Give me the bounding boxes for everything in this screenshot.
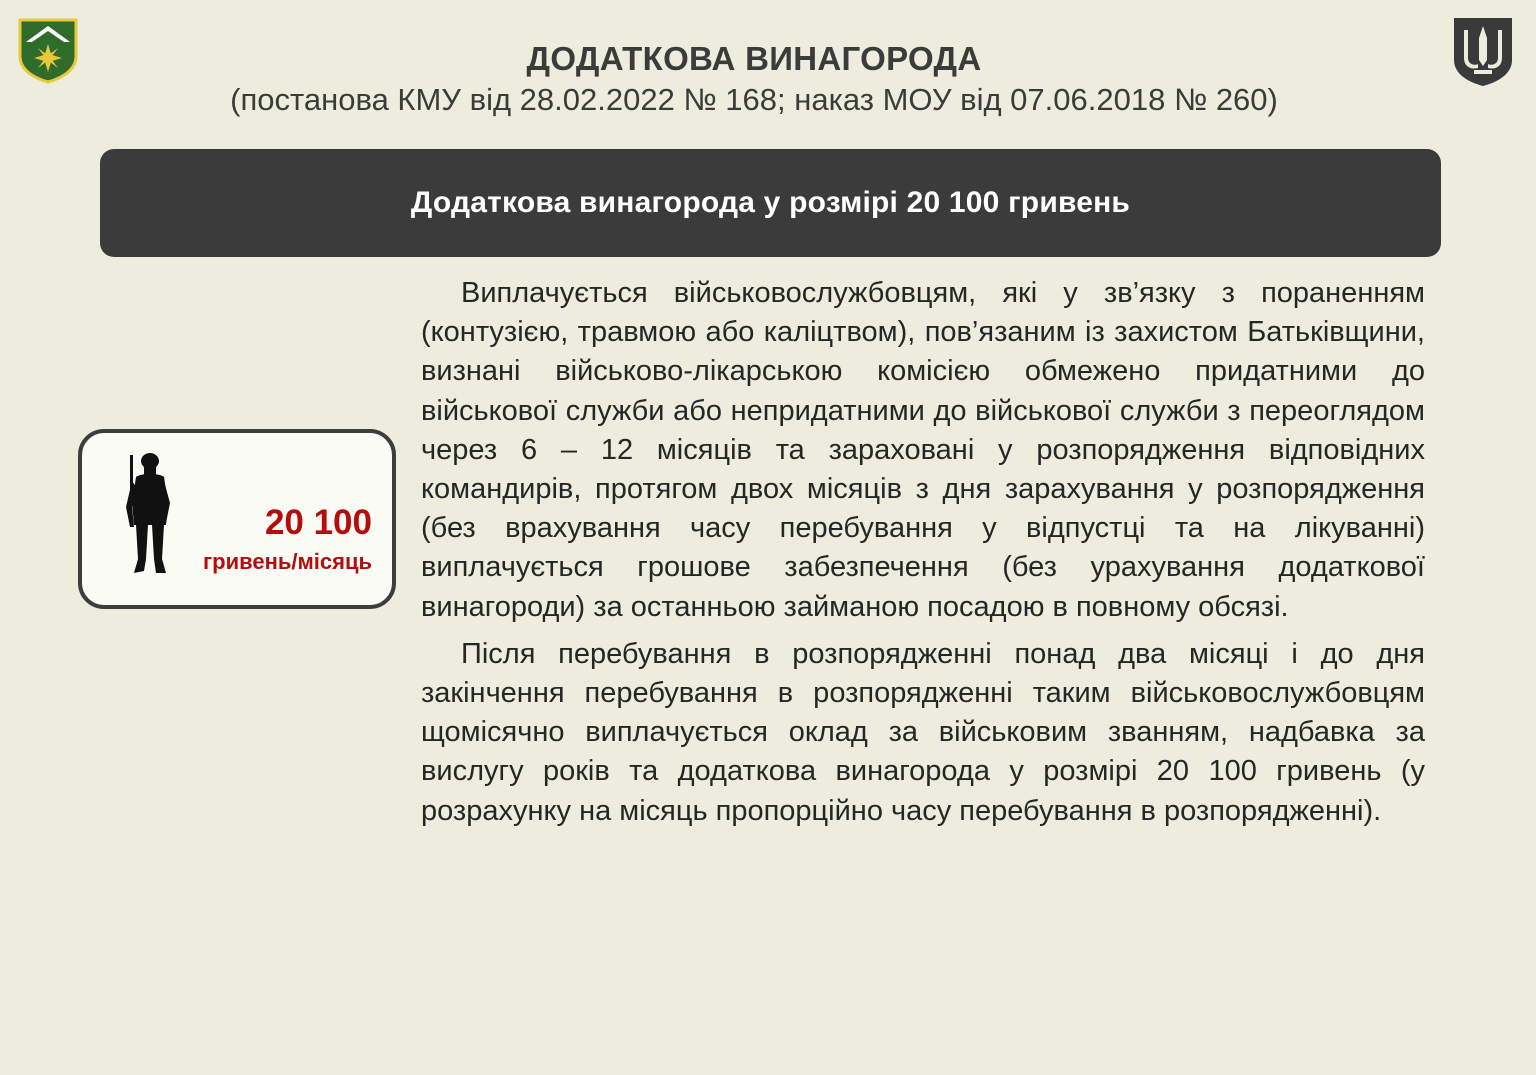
banner-text: Додаткова винагорода у розмірі 20 100 гривень: [410, 186, 1131, 219]
amount-unit: гривень/місяць: [202, 549, 372, 574]
amount-card: [78, 429, 396, 609]
section-banner: [100, 149, 1441, 257]
body-text: [421, 274, 1425, 839]
page-subtitle: (постанова КМУ від 28.02.2022 № 168; наказ МОУ від 07.06.2018 № 260): [230, 82, 1278, 117]
paragraph-2: Після перебування в розпорядженні понад два місяці і до дня закінчення перебування в розпорядженні таким військовослужбовцям щомісячно виплачується оклад за військовим званням, надбавка за вислугу років та додаткова винагорода у розмірі 20 100 гривень (у розрахунку на місяць пропорційно часу перебування в розпорядженні).: [421, 637, 1425, 827]
soldier-silhouette-icon: [122, 451, 176, 579]
page-title: ДОДАТКОВА ВИНАГОРОДА: [526, 40, 982, 77]
paragraph-1: Виплачується військовослужбовцям, які у зв’язку з пораненням (контузією, травмою або каліцтвом), пов’язаним із захистом Батьківщини, визнані військово-лікарською комісією обмежено придатними до військової служби або непридатними до військової служби з переоглядом через 6 – 12 місяців та зараховані у розпорядження відповідних командирів, протягом двох місяців з дня зарахування у розпорядження (без врахування часу перебування у відпустці та на лікуванні) виплачується грошове забезпечення (без урахування додаткової винагороди) за останньою займаною посадою в повному обсязі.: [421, 277, 1425, 623]
amount-value: 20 100: [264, 503, 372, 542]
